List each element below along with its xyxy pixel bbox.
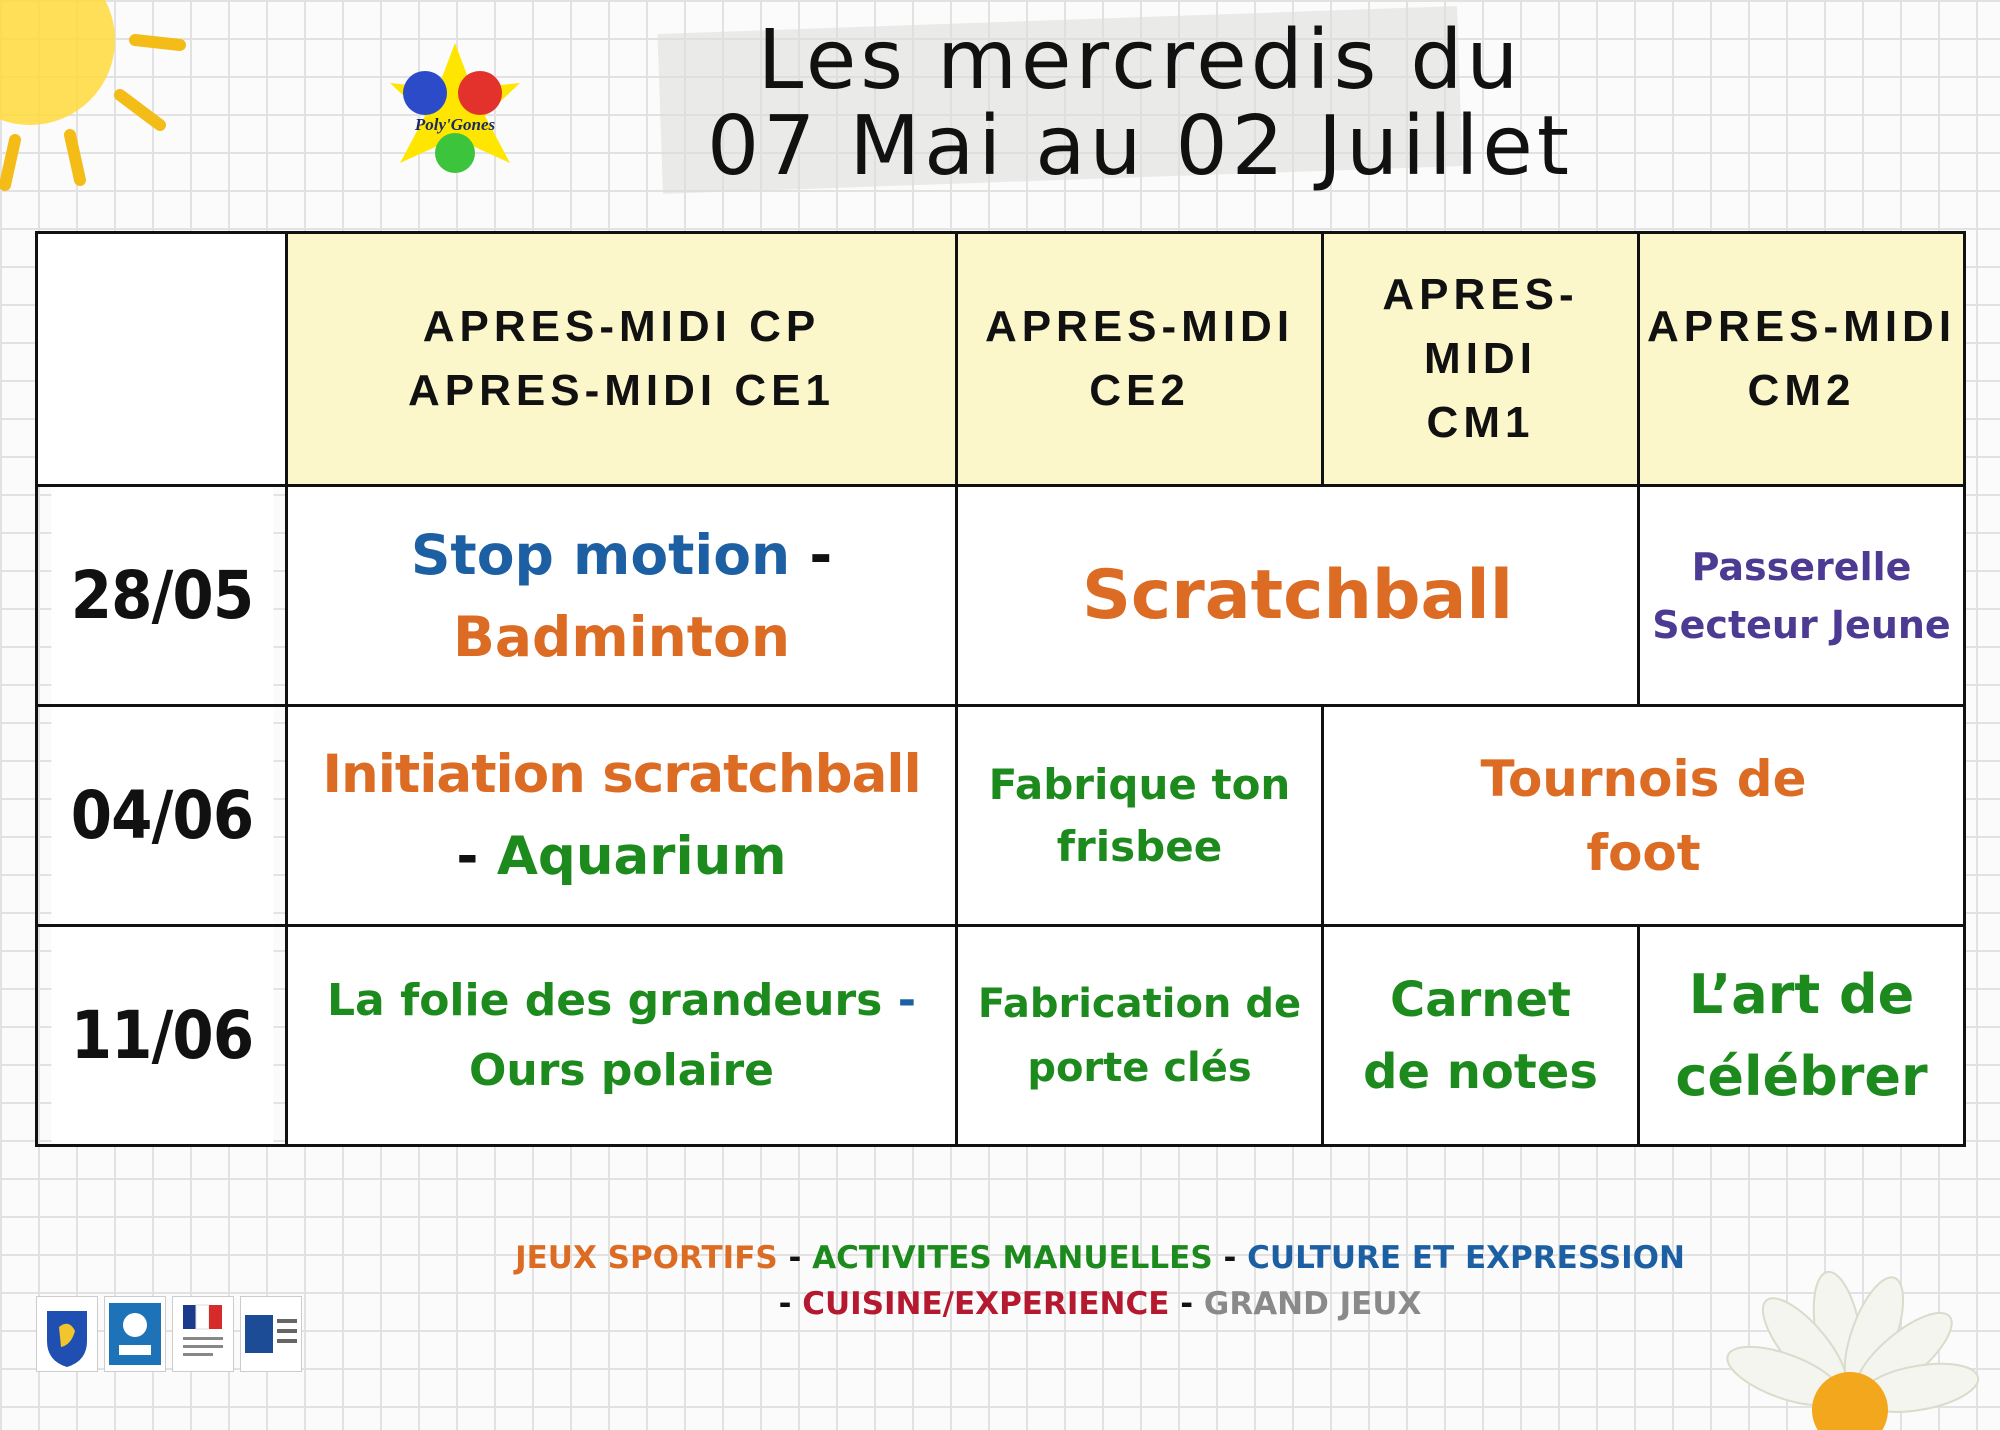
activity-cell xyxy=(1323,926,1639,1146)
activity-cell xyxy=(1639,486,1965,706)
lentilly-logo xyxy=(36,1296,98,1372)
schedule-table xyxy=(35,231,1966,1147)
activity-cell: Scratchball xyxy=(957,486,1639,706)
activity-label: porte clés xyxy=(1027,1044,1252,1091)
activity-cell xyxy=(287,486,957,706)
header-ce1-label: APRES-MIDI CE1 xyxy=(408,366,835,415)
date-cell: 11/06 xyxy=(49,926,274,1146)
header-cm1-line1: APRES-MIDI xyxy=(1382,270,1579,383)
header-cm2-line1: APRES-MIDI xyxy=(1646,302,1957,351)
logo-text: Poly'Gones xyxy=(414,115,496,134)
page-title xyxy=(560,13,1720,194)
table-header-row xyxy=(37,233,1965,486)
header-ce2-line2: CE2 xyxy=(1089,366,1190,415)
header-cp-ce1 xyxy=(287,233,957,486)
table-row xyxy=(37,926,1965,1146)
sun-drawing xyxy=(0,0,190,200)
daisy-flower xyxy=(1710,1270,1990,1430)
header-cm1 xyxy=(1323,233,1639,486)
activity-label: Carnet xyxy=(1390,971,1571,1028)
legend-grand-jeux: GRAND JEUX xyxy=(1203,1286,1422,1322)
activity-label: Tournois de xyxy=(1480,749,1807,808)
activity-cell xyxy=(1639,926,1965,1146)
activity-cell xyxy=(287,926,957,1146)
republique-francaise-logo xyxy=(172,1296,234,1372)
activity-label: Aquarium xyxy=(496,825,787,887)
date-cell: 28/05 xyxy=(49,486,274,706)
legend-separator: - xyxy=(778,1286,803,1322)
activity-label: Fabrication de xyxy=(977,980,1302,1027)
activity-label: foot xyxy=(1586,823,1701,882)
header-ce2 xyxy=(957,233,1323,486)
legend-jeux-sportifs: JEUX SPORTIFS xyxy=(515,1240,778,1276)
activity-label: Fabrique ton xyxy=(988,759,1291,809)
activity-label: Passerelle xyxy=(1691,544,1912,589)
activity-label: Stop motion xyxy=(410,522,791,587)
table-row xyxy=(37,486,1965,706)
legend-separator: - xyxy=(777,1240,813,1276)
activity-label: célébrer xyxy=(1675,1044,1928,1108)
activity-label: La folie des grandeurs xyxy=(327,974,883,1026)
header-cm2-line2: CM2 xyxy=(1747,366,1856,415)
activity-label: L’art de xyxy=(1688,962,1915,1026)
msa-logo xyxy=(240,1296,302,1372)
activity-cell xyxy=(287,706,957,926)
legend-activites-manuelles: ACTIVITES MANUELLES xyxy=(812,1240,1213,1276)
header-empty-cell xyxy=(37,233,287,486)
header-cp-label: APRES-MIDI CP xyxy=(422,302,821,351)
activity-separator: - xyxy=(456,825,497,887)
activity-label: frisbee xyxy=(1056,821,1223,871)
activity-cell xyxy=(1323,706,1965,926)
activity-label: Secteur Jeune xyxy=(1652,602,1951,647)
table-row xyxy=(37,706,1965,926)
header-ce2-line1: APRES-MIDI xyxy=(984,302,1295,351)
activity-cell xyxy=(957,926,1323,1146)
activity-separator: - xyxy=(790,522,833,587)
activity-label: Initiation scratchball xyxy=(322,743,921,805)
title-line-1: Les mercredis du xyxy=(757,13,1523,108)
polygones-logo xyxy=(380,38,530,188)
caf-logo xyxy=(104,1296,166,1372)
legend-culture-expression: CULTURE ET EXPRESSION xyxy=(1247,1240,1685,1276)
legend-separator: - xyxy=(1169,1286,1204,1322)
activity-label: Badminton xyxy=(453,604,790,669)
activity-label: de notes xyxy=(1363,1043,1598,1100)
activity-label: Ours polaire xyxy=(468,1044,775,1096)
activity-separator: - xyxy=(882,974,916,1026)
header-cm2 xyxy=(1639,233,1965,486)
legend-separator: - xyxy=(1212,1240,1248,1276)
legend-cuisine-experience: CUISINE/EXPERIENCE xyxy=(802,1286,1170,1322)
activity-cell xyxy=(957,706,1323,926)
header-cm1-line2: CM1 xyxy=(1426,398,1535,447)
partner-logos xyxy=(36,1296,302,1376)
date-cell: 04/06 xyxy=(49,706,274,926)
title-line-2: 07 Mai au 02 Juillet xyxy=(706,99,1574,194)
color-legend xyxy=(480,1235,1720,1327)
